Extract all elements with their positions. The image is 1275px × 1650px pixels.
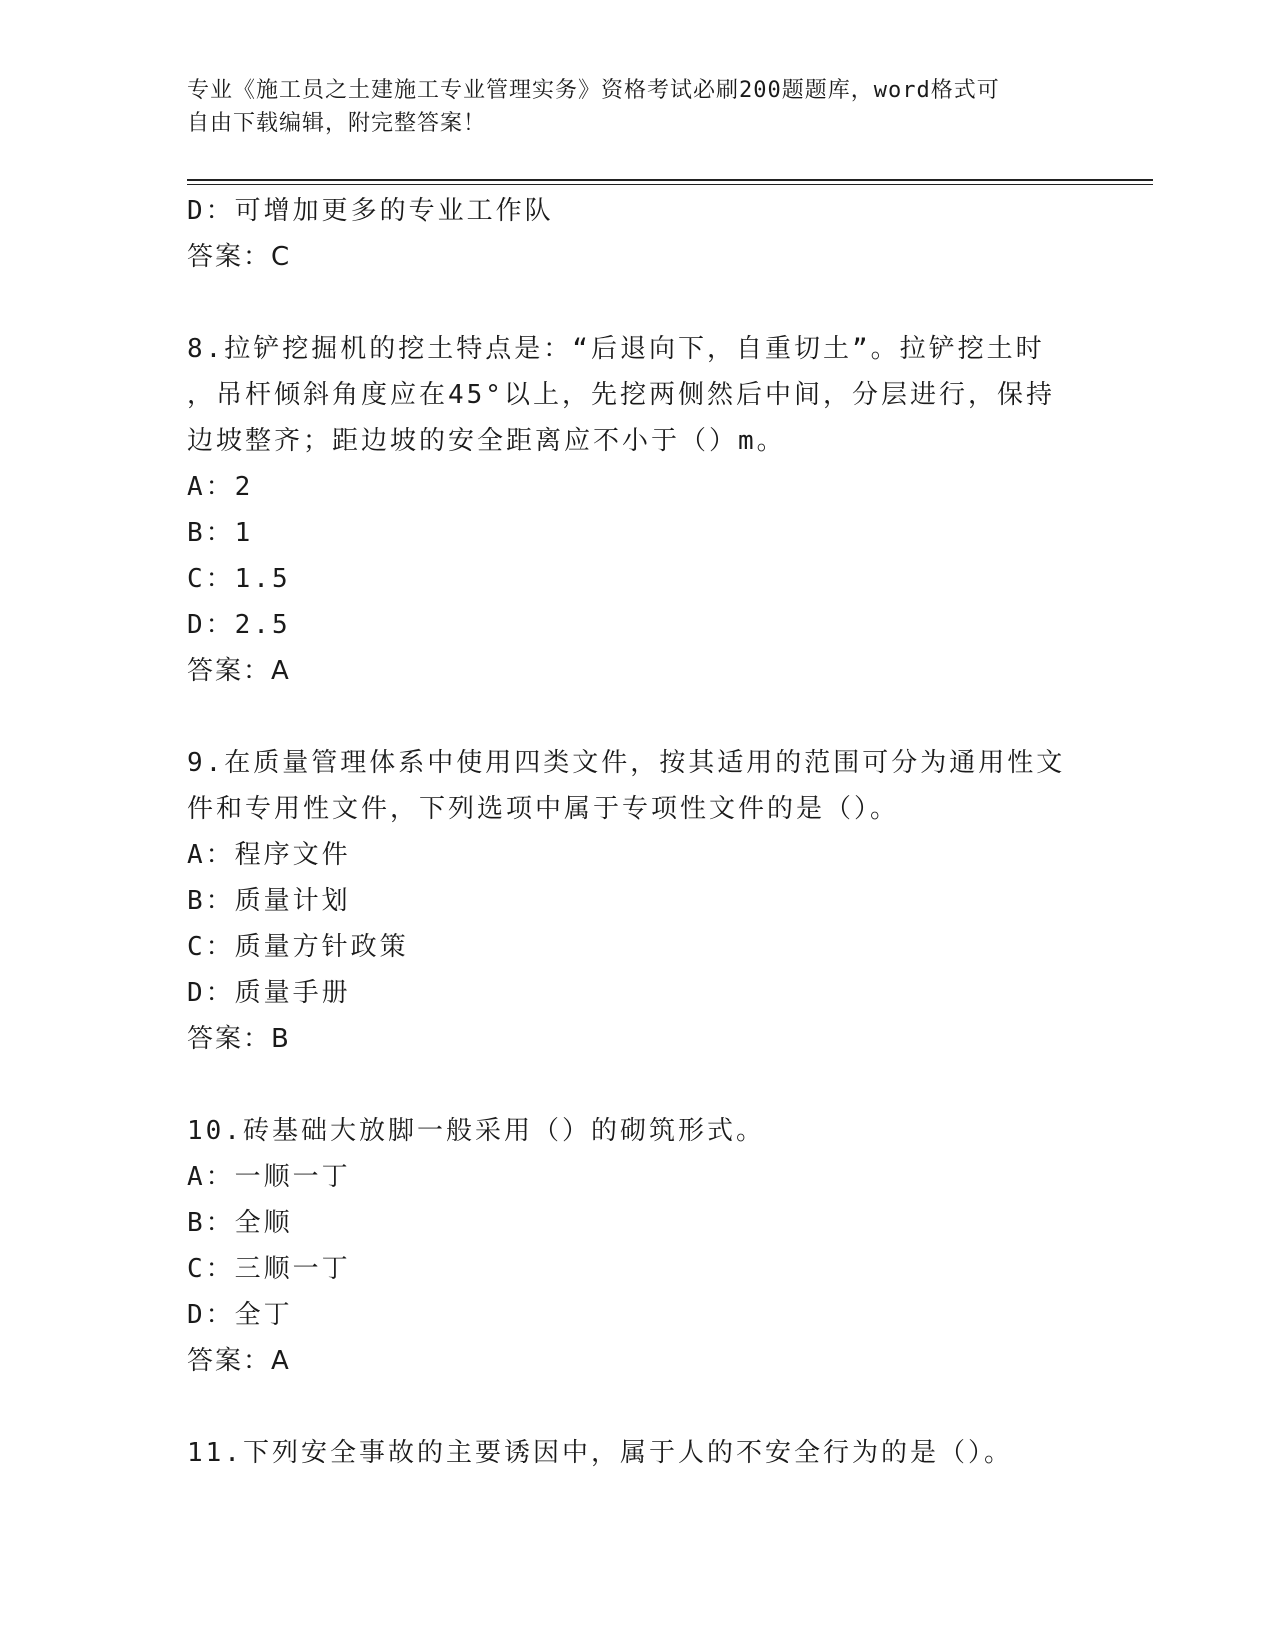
spacer bbox=[187, 1062, 1087, 1108]
header-line-1: 专业《施工员之土建施工专业管理实务》资格考试必刷200题题库，word格式可 bbox=[187, 78, 1000, 103]
question-8 bbox=[187, 326, 1087, 694]
header-divider-thin bbox=[187, 184, 1153, 185]
option-a: A：程序文件 bbox=[187, 840, 351, 870]
option-d: D：全丁 bbox=[187, 1300, 293, 1330]
question-text-line: 11.下列安全事故的主要诱因中，属于人的不安全行为的是（）。 bbox=[187, 1438, 1013, 1468]
prev-answer: 答案：C bbox=[187, 242, 292, 272]
option-d: D：2.5 bbox=[187, 610, 291, 640]
question-text-line: 10.砖基础大放脚一般采用（）的砌筑形式。 bbox=[187, 1116, 765, 1146]
option-b: B：全顺 bbox=[187, 1208, 293, 1238]
option-b: B：1 bbox=[187, 518, 254, 548]
question-list bbox=[187, 188, 1087, 1476]
answer: 答案：B bbox=[187, 1024, 291, 1054]
option-a: A：2 bbox=[187, 472, 254, 502]
spacer bbox=[187, 1384, 1087, 1430]
option-c: C：质量方针政策 bbox=[187, 932, 409, 962]
question-11 bbox=[187, 1430, 1087, 1476]
spacer bbox=[187, 694, 1087, 740]
answer: 答案：A bbox=[187, 656, 291, 686]
question-text-line: 8.拉铲挖掘机的挖土特点是：“后退向下，自重切土”。拉铲挖土时 bbox=[187, 334, 1045, 364]
header-line-2: 自由下载编辑，附完整答案！ bbox=[187, 111, 487, 136]
option-d: D：质量手册 bbox=[187, 978, 351, 1008]
question-text-line: 件和专用性文件，下列选项中属于专项性文件的是（）。 bbox=[187, 794, 900, 824]
question-text-line: 9.在质量管理体系中使用四类文件，按其适用的范围可分为通用性文 bbox=[187, 748, 1066, 778]
prev-option-d: D：可增加更多的专业工作队 bbox=[187, 196, 554, 226]
option-c: C：1.5 bbox=[187, 564, 291, 594]
option-c: C：三顺一丁 bbox=[187, 1254, 351, 1284]
answer: 答案：A bbox=[187, 1346, 291, 1376]
question-text-line: 边坡整齐；距边坡的安全距离应不小于（）m。 bbox=[187, 426, 786, 456]
question-10 bbox=[187, 1108, 1087, 1384]
header-divider-thick bbox=[187, 179, 1153, 181]
spacer bbox=[187, 280, 1087, 326]
option-a: A：一顺一丁 bbox=[187, 1162, 351, 1192]
document-header bbox=[187, 74, 1067, 140]
question-text-line: ，吊杆倾斜角度应在45°以上，先挖两侧然后中间，分层进行，保持 bbox=[187, 380, 1055, 410]
question-9 bbox=[187, 740, 1087, 1062]
option-b: B：质量计划 bbox=[187, 886, 351, 916]
